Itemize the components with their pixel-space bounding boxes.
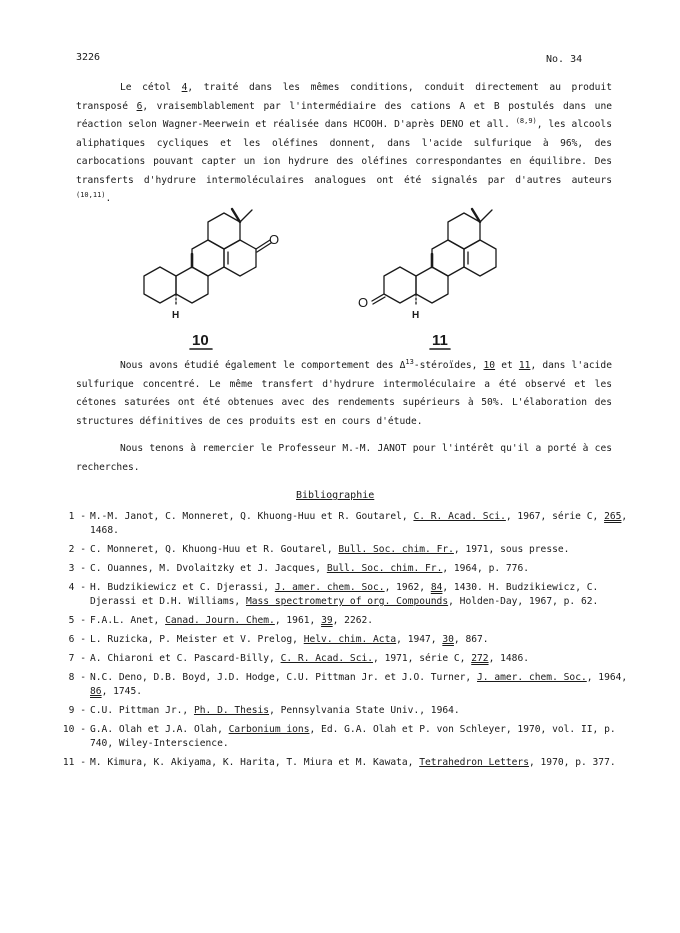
para2-text-c: et	[495, 360, 519, 371]
reference-item	[58, 581, 638, 609]
reference-segment: , 2262.	[332, 615, 374, 626]
reference-underlined: 86	[90, 686, 102, 697]
reference-item	[58, 614, 638, 628]
reference-segment: , 1971, série C,	[373, 653, 472, 664]
reference-segment: N.C. Deno, D.B. Boyd, J.D. Hodge, C.U. Pittman Jr. et J.O. Turner,	[90, 672, 477, 683]
reference-item	[58, 723, 638, 751]
reference-underlined: Tetrahedron Letters	[419, 757, 529, 768]
reference-text	[90, 581, 638, 609]
acknowledgement-text: Nous tenons à remercier le Professeur M.-M. JANOT pour l'intérêt qu'il a porté à ces recherches.	[76, 443, 612, 473]
para2-text-a: Nous avons étudié également le comportement des Δ	[120, 360, 406, 371]
reference-segment: , 1745.	[101, 686, 142, 697]
reference-segment: , 1468.	[90, 511, 628, 536]
reference-underlined: Carbonium ions	[228, 724, 310, 735]
reference-number: 8 -	[68, 672, 86, 683]
compound-ref-11: 11	[518, 360, 531, 371]
structure-10	[144, 209, 271, 306]
compound-label-10: 10	[192, 332, 209, 349]
para1-text-a: Le cétol	[120, 82, 182, 93]
reference-underlined: Bull. Soc. chim. Fr.	[338, 544, 454, 555]
reference-item	[58, 510, 638, 538]
delta-superscript: 13	[405, 357, 414, 366]
reference-segment: M.-M. Janot, C. Monneret, Q. Khuong-Huu et R. Goutarel,	[90, 511, 414, 522]
reference-segment: F.A.L. Anet,	[90, 615, 166, 626]
reference-segment: , 1430. H. Budzikiewicz, C. Djerassi et D.H. Williams,	[90, 582, 599, 607]
reference-segment: , Holden-Day, 1967, p. 62.	[448, 596, 599, 607]
reference-segment: G.A. Olah et J.A. Olah,	[90, 724, 229, 735]
acknowledgement	[76, 440, 612, 477]
reference-underlined: J. amer. chem. Soc.	[477, 672, 587, 683]
citation-10-11: (10,11)	[76, 190, 106, 199]
para1-text-d: , les alcools aliphatiques cycliques et les oléfines donnent, dans l'acide sulfurique à 96%, des carbocations pouvant capter un ion hydrure des oléfines correspondantes en équilibre. Des transferts d'hydrure intermoléculaires analogues ont été signalés par d'autres auteurs	[76, 119, 612, 186]
reference-segment: M. Kimura, K. Akiyama, K. Harita, T. Miura et M. Kawata,	[90, 757, 420, 768]
reference-text	[90, 704, 638, 718]
para1-text-c: , vraisemblablement par l'intermédiaire des cations A et B postulés dans une réaction selon Wagner-Meerwein et réalisée dans HCOOH. D'après DENO et all.	[76, 100, 612, 130]
compound-label-11: 11	[432, 332, 448, 349]
reference-underlined: 265	[604, 511, 622, 522]
issue-number: No. 34	[546, 54, 583, 65]
reference-underlined: Canad. Journ. Chem.	[165, 615, 275, 626]
page-number: 3226	[76, 52, 101, 63]
reference-underlined: Bull. Soc. chim. Fr.	[326, 563, 443, 574]
reference-segment: , 1964,	[586, 672, 628, 683]
reference-text	[90, 633, 638, 647]
compound-ref-4: 4	[181, 82, 188, 93]
reference-underlined: Helv. chim. Acta	[303, 634, 397, 645]
reference-text	[90, 510, 638, 538]
bibliography-list	[58, 510, 638, 775]
reference-segment: A. Chiaroni et C. Pascard-Billy,	[90, 653, 281, 664]
paragraph-2	[76, 357, 612, 431]
reference-segment: C.U. Pittman Jr.,	[90, 705, 194, 716]
reference-text	[90, 723, 638, 751]
reference-number: 10 -	[62, 724, 86, 735]
reference-text	[90, 652, 638, 666]
reference-number: 6 -	[68, 634, 86, 645]
atom-h-11: H	[412, 310, 420, 321]
para2-text-d: , dans l'acide sulfurique concentré. Le même transfert d'hydrure intermoléculaire a été observé et les cétones saturées ont été obtenues avec des rendements supérieurs à 50%. L'élaboration des structures définitives de ces produits est en cours d'étude.	[76, 360, 612, 427]
reference-underlined: J. amer. chem. Soc.	[274, 582, 385, 593]
structure-drawing	[130, 200, 550, 350]
reference-segment: H. Budzikiewicz et C. Djerassi,	[90, 582, 275, 593]
para1-text-e: .	[105, 193, 112, 204]
bibliography-title: Bibliographie	[296, 490, 375, 501]
atom-o-11: O	[358, 295, 369, 310]
reference-underlined: C. R. Acad. Sci.	[413, 511, 506, 522]
structure-11	[372, 209, 496, 306]
reference-number: 3 -	[68, 563, 86, 574]
reference-underlined: 30	[442, 634, 454, 645]
compound-ref-6: 6	[136, 100, 143, 112]
reference-text	[90, 562, 638, 576]
reference-segment: , 1947,	[396, 634, 443, 645]
reference-item	[58, 652, 638, 666]
para2-text-b: -stéroïdes,	[413, 360, 484, 371]
reference-segment: , 867.	[453, 634, 489, 645]
atom-h-10: H	[172, 310, 180, 321]
reference-segment: , 1961,	[274, 615, 322, 626]
reference-underlined: 39	[321, 615, 333, 626]
reference-segment: , 1967, série C,	[505, 511, 605, 522]
reference-underlined: 272	[471, 653, 489, 664]
reference-number: 5 -	[68, 615, 86, 626]
reference-item	[58, 671, 638, 699]
reference-number: 4 -	[68, 582, 86, 593]
reference-segment: , Ed. G.A. Olah et P. von Schleyer, 1970, vol. II, p. 740, Wiley-Interscience.	[90, 724, 616, 749]
reference-text	[90, 756, 638, 770]
reference-item	[58, 633, 638, 647]
citation-8-9: (8,9)	[515, 116, 537, 125]
reference-number: 7 -	[68, 653, 86, 664]
reference-segment: , 1970, p. 377.	[528, 757, 616, 768]
reference-segment: , Pennsylvania State Univ., 1964.	[269, 705, 460, 716]
reference-segment: C. Ouannes, M. Dvolaitzky et J. Jacques,	[90, 563, 327, 574]
reference-number: 2 -	[68, 544, 86, 555]
reference-item	[58, 756, 638, 770]
reference-item	[58, 543, 638, 557]
chemical-structures	[130, 200, 550, 350]
reference-text	[90, 671, 638, 699]
reference-segment: L. Ruzicka, P. Meister et V. Prelog,	[90, 634, 304, 645]
reference-underlined: Mass spectrometry of org. Compounds	[245, 596, 449, 607]
reference-item	[58, 562, 638, 576]
reference-underlined: C. R. Acad. Sci.	[280, 653, 374, 664]
reference-number: 1 -	[68, 511, 86, 522]
paragraph-1	[76, 79, 612, 209]
reference-underlined: 84	[430, 582, 443, 593]
reference-segment: , 1964, p. 776.	[442, 563, 529, 574]
reference-text	[90, 614, 638, 628]
reference-text	[90, 543, 638, 557]
compound-ref-10: 10	[483, 360, 496, 371]
atom-o-10: O	[269, 232, 280, 247]
reference-number: 11 -	[62, 757, 86, 768]
reference-underlined: Ph. D. Thesis	[193, 705, 270, 716]
reference-segment: , 1486.	[488, 653, 529, 664]
reference-item	[58, 704, 638, 718]
reference-number: 9 -	[68, 705, 86, 716]
para1-text-b: , traité dans les mêmes conditions, conduit directement au produit transposé	[76, 82, 612, 112]
reference-segment: , 1971, sous presse.	[453, 544, 570, 555]
reference-segment: , 1962,	[384, 582, 431, 593]
reference-segment: C. Monneret, Q. Khuong-Huu et R. Goutarel,	[90, 544, 339, 555]
